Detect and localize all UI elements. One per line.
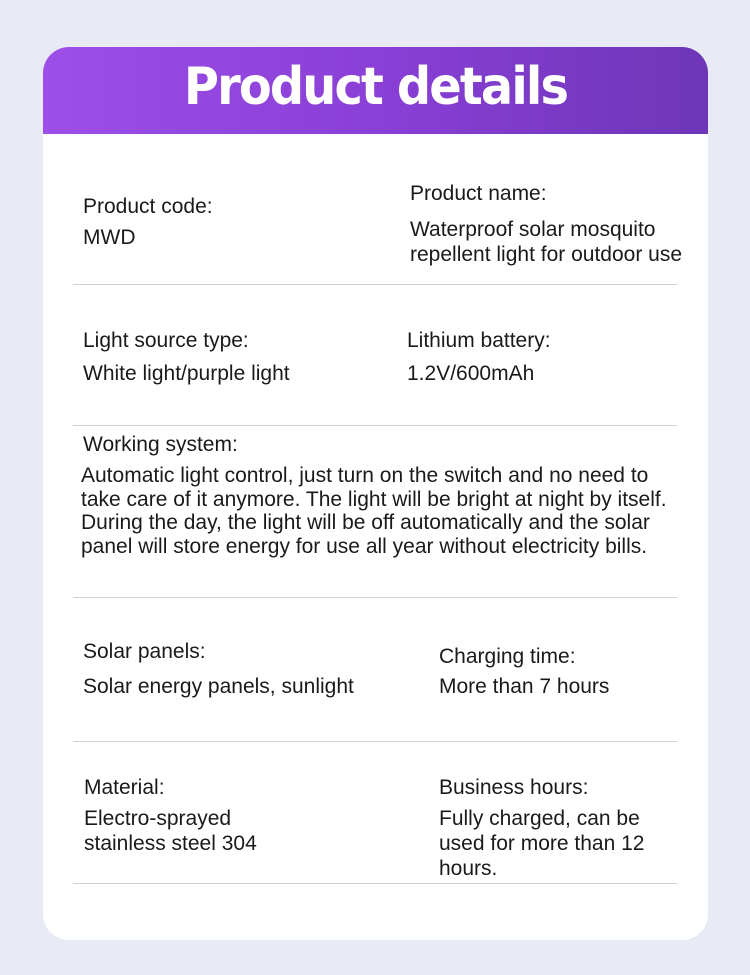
working-system-value: Automatic light control, just turn on the switch and no need to take care of it anymore. The light will be bright at night by itself. During the day, the light will be off automatically and the solar panel will store energy for use all year without electricity bills. xyxy=(81,464,667,558)
product-code-value: MWD xyxy=(83,226,136,249)
business-hours-value-line1: Fully charged, can be xyxy=(439,807,640,830)
material-label: Material: xyxy=(84,776,165,799)
solar-panels-label: Solar panels: xyxy=(83,640,206,663)
light-source-label: Light source type: xyxy=(83,329,249,352)
divider xyxy=(73,284,677,285)
battery-value: 1.2V/600mAh xyxy=(407,362,535,385)
divider xyxy=(73,741,677,742)
product-name-value-line2: repellent light for outdoor use xyxy=(410,243,683,266)
business-hours-value-line2: used for more than 12 xyxy=(439,832,645,855)
header-banner xyxy=(43,47,708,134)
light-source-value: White light/purple light xyxy=(83,362,290,385)
business-hours-value-line3: hours. xyxy=(439,857,498,880)
charging-time-value: More than 7 hours xyxy=(439,675,610,698)
business-hours-label: Business hours: xyxy=(439,776,589,799)
material-value-line2: stainless steel 304 xyxy=(84,832,257,855)
divider xyxy=(73,425,677,426)
battery-label: Lithium battery: xyxy=(407,329,551,352)
solar-panels-value: Solar energy panels, sunlight xyxy=(83,675,354,698)
product-name-label: Product name: xyxy=(410,182,547,205)
divider xyxy=(73,597,677,598)
product-code-label: Product code: xyxy=(83,195,213,218)
page-title: Product details xyxy=(183,57,568,117)
charging-time-label: Charging time: xyxy=(439,645,576,668)
product-name-value-line1: Waterproof solar mosquito xyxy=(410,218,656,241)
material-value-line1: Electro-sprayed xyxy=(84,807,232,830)
working-system-label: Working system: xyxy=(83,433,238,456)
divider xyxy=(73,883,677,884)
